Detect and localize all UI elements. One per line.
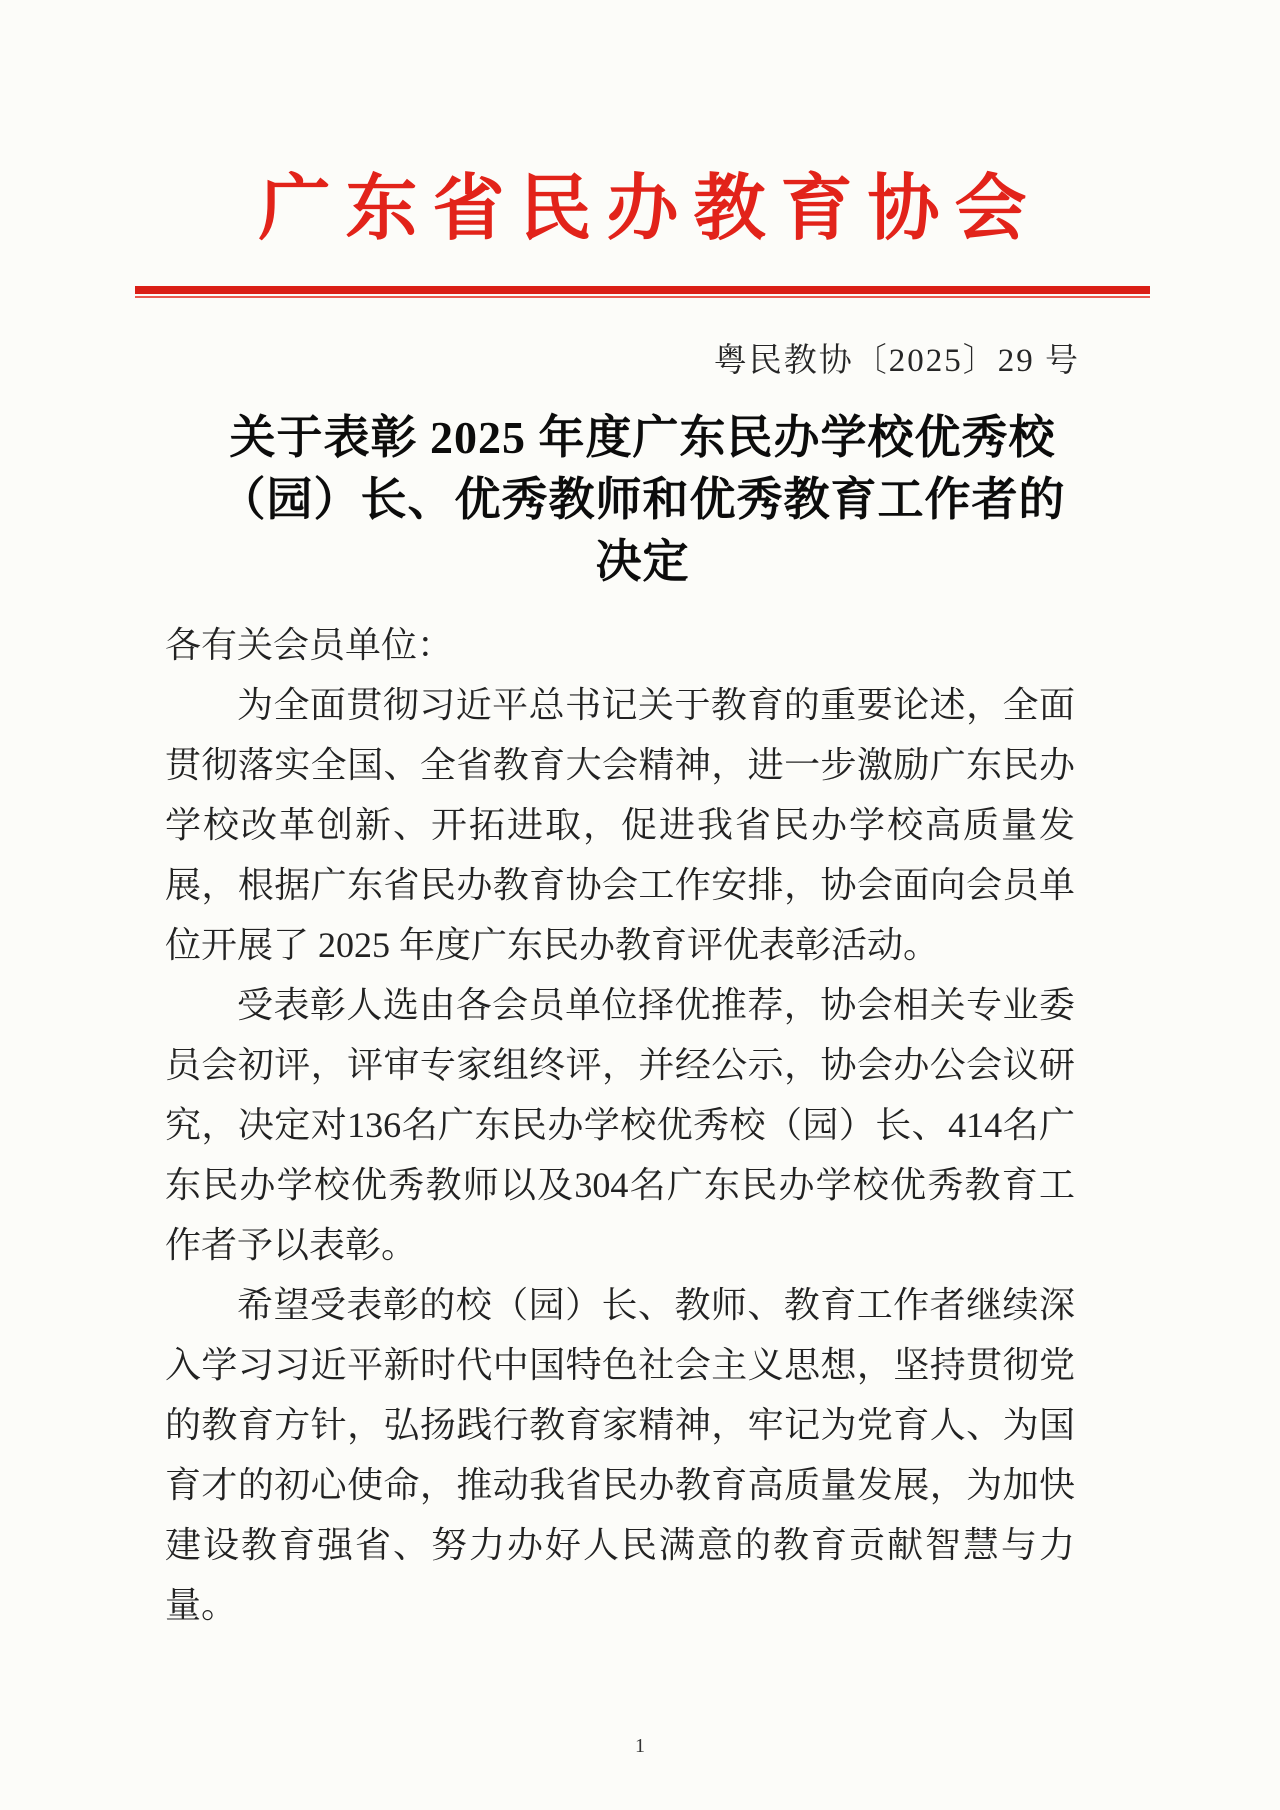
red-rule-thin-line — [135, 296, 1150, 298]
document-title — [135, 407, 1150, 593]
document-title-line-2: （园）长、优秀教师和优秀教育工作者的 — [219, 474, 1066, 525]
document-title-line-1: 关于表彰 2025 年度广东民办学校优秀校 — [229, 412, 1056, 463]
official-document — [135, 0, 1150, 1810]
salutation-line: 各有关会员单位： — [165, 625, 454, 665]
body-paragraph-1: 为全面贯彻习近平总书记关于教育的重要论述，全面贯彻落实全国、全省教育大会精神，进一步激励广东民办学校改革创新、开拓进取，促进我省民办学校高质量发展，根据广东省民办教育协会工作安排，协会面向会员单位开展了 2025 年度广东民办教育评优表彰活动。 — [165, 685, 1075, 965]
document-body — [135, 615, 1150, 1635]
document-title-line-3: 决定 — [595, 536, 690, 587]
issuing-org-title: 广东省民办教育协会 — [258, 169, 1042, 249]
red-header-rule — [135, 286, 1150, 298]
red-rule-thick-line — [135, 286, 1150, 294]
body-paragraph-2: 受表彰人选由各会员单位择优推荐，协会相关专业委员会初评，评审专家组终评，并经公示，协会办公会议研究，决定对136名广东民办学校优秀校（园）长、414名广东民办学校优秀教师以及304名广东民办学校优秀教育工作者予以表彰。 — [165, 985, 1075, 1265]
body-paragraph-3: 希望受表彰的校（园）长、教师、教育工作者继续深入学习习近平新时代中国特色社会主义思想，坚持贯彻党的教育方针，弘扬践行教育家精神，牢记为党育人、为国育才的初心使命，推动我省民办教育高质量发展，为加快建设教育强省、努力办好人民满意的教育贡献智慧与力量。 — [165, 1285, 1075, 1625]
page-number: 1 — [635, 1735, 645, 1757]
document-reference-number: 粤民教协〔2025〕29 号 — [713, 343, 1080, 379]
